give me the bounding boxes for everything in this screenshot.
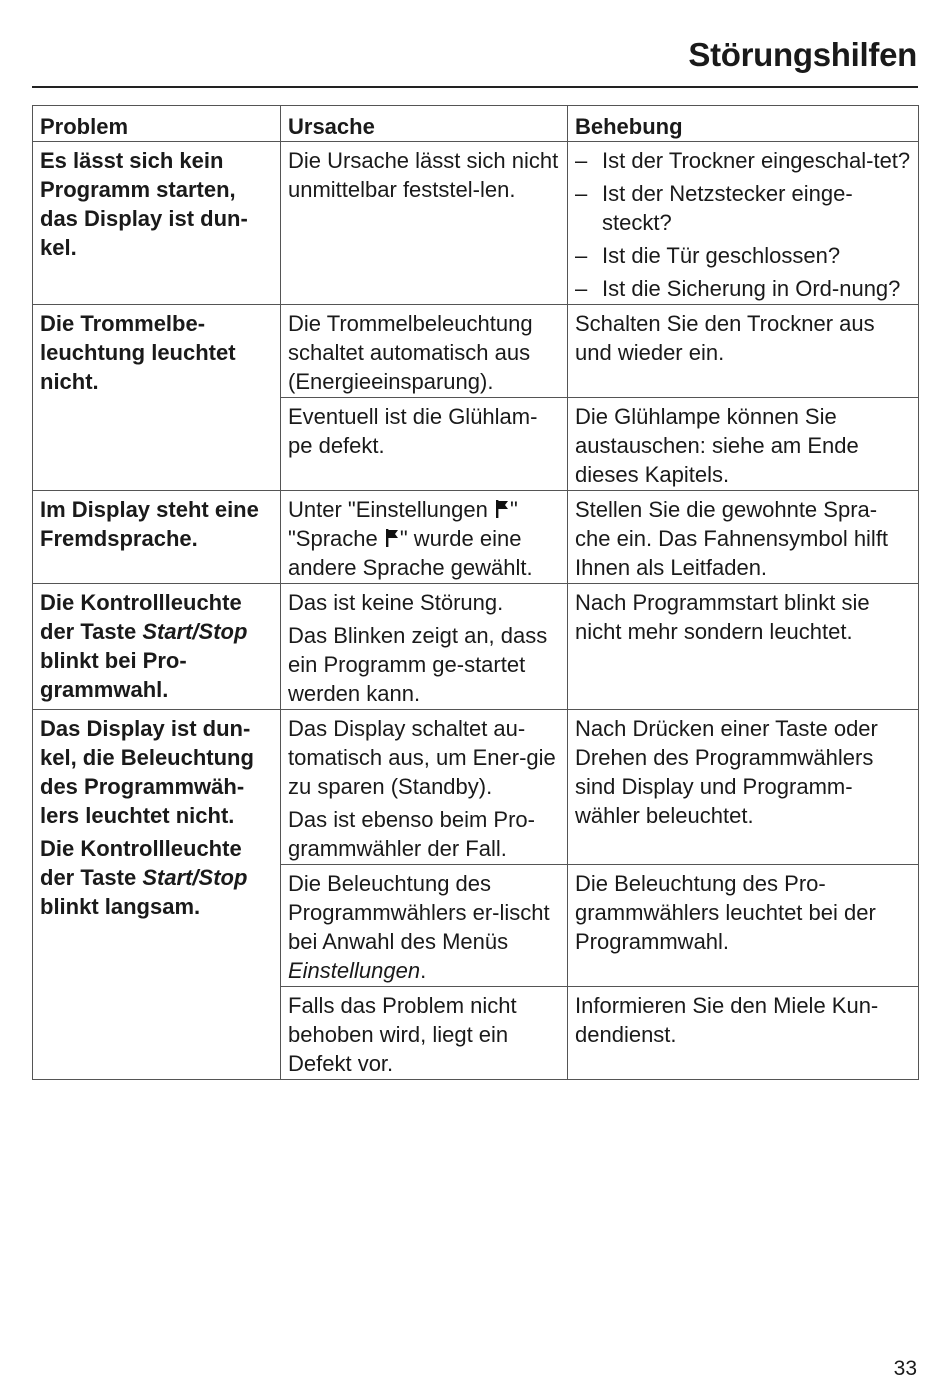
- cause-cell: Die Beleuchtung des Programmwählers er-lischt bei Anwahl des Menüs Einstellungen.: [281, 865, 568, 987]
- problem-cell: Es lässt sich kein Programm starten, das Display ist dun-kel.: [33, 142, 281, 305]
- fix-cell: Schalten Sie den Trockner aus und wieder ein.: [568, 305, 919, 398]
- header-cause: Ursache: [281, 106, 568, 142]
- fix-cell: Nach Drücken einer Taste oder Drehen des Programmwählers sind Display und Programm-wähler beleuchtet.: [568, 710, 919, 865]
- cause-cell: Eventuell ist die Glühlam-pe defekt.: [281, 398, 568, 491]
- table-row: [33, 305, 919, 398]
- cause-cell: Die Trommelbeleuchtung schaltet automatisch aus (Energieeinsparung).: [281, 305, 568, 398]
- fix-cell: Informieren Sie den Miele Kun-dendienst.: [568, 987, 919, 1080]
- flag-icon: [495, 499, 509, 519]
- cause-cell: Das Display schaltet au-tomatisch aus, um Ener-gie zu sparen (Standby). Das ist ebenso beim Pro-grammwähler der Fall.: [281, 710, 568, 865]
- fix-list-item: – Ist der Netzstecker einge-steckt?: [575, 181, 853, 235]
- table-header-row: [33, 106, 919, 142]
- fix-cell: Die Glühlampe können Sie austauschen: siehe am Ende dieses Kapitels.: [568, 398, 919, 491]
- table-row: [33, 584, 919, 710]
- table-row: [33, 142, 919, 305]
- header-fix: Behebung: [568, 106, 919, 142]
- fix-list-item: – Ist die Tür geschlossen?: [575, 243, 841, 268]
- fix-cell: Stellen Sie die gewohnte Spra-che ein. Das Fahnensymbol hilft Ihnen als Leitfaden.: [568, 491, 919, 584]
- table-row: [33, 710, 919, 865]
- title-divider: [32, 86, 918, 88]
- cause-cell: Unter "Einstellungen " "Sprache " wurde eine andere Sprache gewählt.: [281, 491, 568, 584]
- fix-cell: Nach Programmstart blinkt sie nicht mehr sondern leuchtet.: [568, 584, 919, 710]
- page-title: Störungshilfen: [688, 36, 917, 73]
- fix-list-item: – Ist der Trockner eingeschal-tet?: [575, 148, 911, 173]
- problem-cell: Die Kontrollleuchte der Taste Start/Stop blinkt bei Pro-grammwahl.: [33, 584, 281, 710]
- header-problem: Problem: [33, 106, 281, 142]
- table-row: [33, 491, 919, 584]
- flag-icon: [385, 528, 399, 548]
- problem-cell: Im Display steht eine Fremdsprache.: [33, 491, 281, 584]
- cause-cell: Falls das Problem nicht behoben wird, liegt ein Defekt vor.: [281, 987, 568, 1080]
- cause-cell: Die Ursache lässt sich nicht unmittelbar feststel-len.: [281, 142, 568, 305]
- fix-cell: [568, 142, 919, 305]
- problem-cell: Die Trommelbe-leuchtung leuchtet nicht.: [33, 305, 281, 491]
- fix-list-item: – Ist die Sicherung in Ord-nung?: [575, 276, 901, 301]
- cause-cell: Das ist keine Störung. Das Blinken zeigt an, dass ein Programm ge-startet werden kann.: [281, 584, 568, 710]
- troubleshooting-table: [32, 105, 919, 1080]
- page-number: 33: [893, 1357, 917, 1380]
- fix-cell: Die Beleuchtung des Pro-grammwählers leuchtet bei der Programmwahl.: [568, 865, 919, 987]
- problem-cell: Das Display ist dun-kel, die Beleuchtung des Programmwäh-lers leuchtet nicht. Die Kontrollleuchte der Taste Start/Stop blinkt langsam.: [33, 710, 281, 1080]
